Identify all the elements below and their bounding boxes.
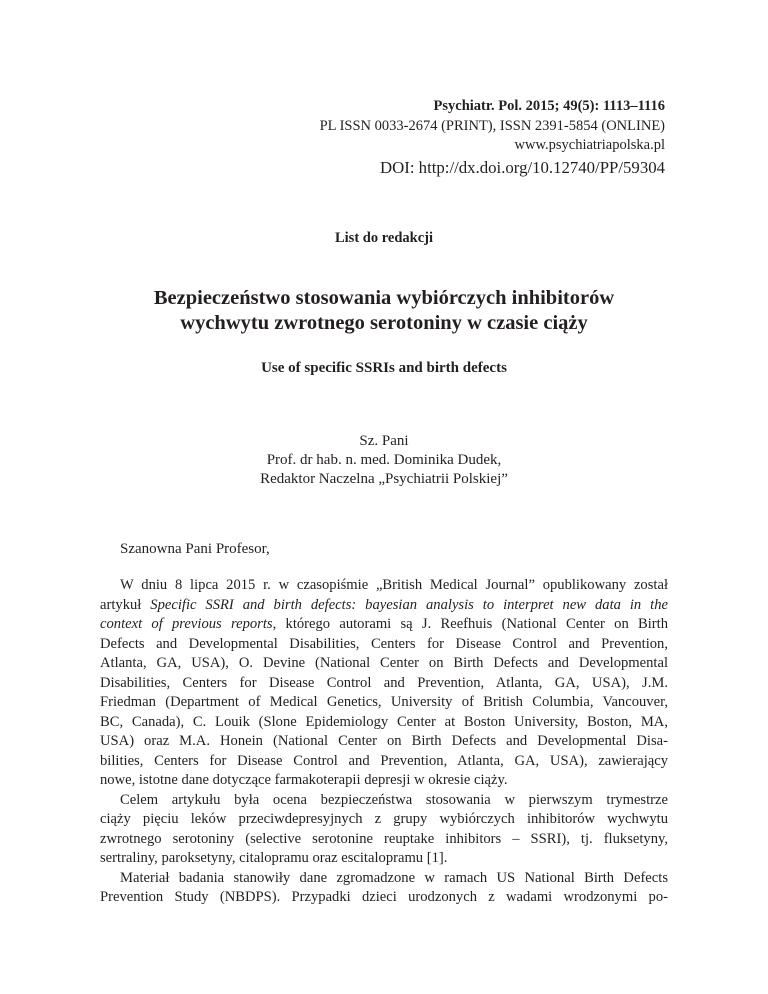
addressee-salutation: Sz. Pani xyxy=(359,433,409,449)
cited-article-title: Specific SSRI and birth defects: bayesian analysis to interpret new data in the xyxy=(150,596,668,613)
paragraph-3-line: Prevention Study (NBDPS). Przypadki dzieci urodzonych z wadami wrodzonymi po- xyxy=(100,889,668,905)
addressee-name: Prof. dr hab. n. med. Dominika Dudek, xyxy=(266,452,502,468)
text-run: , którego autorami są J. Reefhuis (National Center on Birth xyxy=(272,616,668,632)
paragraph-2-line: sertraliny, paroksetyny, citalopramu oraz escitalopramu [1]. xyxy=(100,850,448,866)
paragraph-1-line: Friedman (Department of Medical Genetics, University of British Columbia, Vancouver, xyxy=(100,694,668,710)
journal-website[interactable]: www.psychiatriapolska.pl xyxy=(514,137,665,153)
paragraph-2-line: zwrotnego serotoniny (selective serotonine reuptake inhibitors – SSRI), tj. fluksetyny, xyxy=(100,830,668,847)
journal-citation: Psychiatr. Pol. 2015; 49(5): 1113–1116 xyxy=(433,98,665,114)
title-line-1: Bezpieczeństwo stosowania wybiórczych inhibitorów xyxy=(153,287,615,309)
journal-issn: PL ISSN 0033-2674 (PRINT), ISSN 2391-5854 (ONLINE) xyxy=(319,117,665,134)
article-title-english: Use of specific SSRIs and birth defects xyxy=(261,360,507,376)
section-label: List do redakcji xyxy=(334,230,434,246)
article-doi[interactable]: DOI: http://dx.doi.org/10.12740/PP/59304 xyxy=(380,157,665,177)
paragraph-1-line: W dniu 8 lipca 2015 r. w czasopiśmie „British Medical Journal” opublikowany został xyxy=(120,577,668,593)
addressee-block xyxy=(0,432,768,489)
paragraph-1-line: USA) oraz M.A. Honein (National Center on Birth Defects and Developmental Disa- xyxy=(100,733,668,749)
paragraph-1-line: Atlanta, GA, USA), O. Devine (National Center on Birth Defects and Developmental xyxy=(100,655,668,671)
text-run: artykuł xyxy=(100,596,151,613)
paragraph-1-line: bilities, Centers for Disease Control and Prevention, Atlanta, GA, USA), zawierający xyxy=(100,752,668,769)
paragraph-1-line: BC, Canada), C. Louik (Slone Epidemiology Center at Boston University, Boston, MA, xyxy=(100,713,668,730)
paragraph-2-line: Celem artykułu była ocena bezpieczeństwa stosowania w pierwszym trymestrze xyxy=(120,791,668,808)
journal-header xyxy=(320,97,665,179)
article-title-polish xyxy=(80,286,688,335)
paragraph-1-line: Disabilities, Centers for Disease Control and Prevention, Atlanta, GA, USA), J.M. xyxy=(100,674,668,691)
paragraph-1-line xyxy=(100,615,668,635)
paragraph-3-line: Materiał badania stanowiły dane zgromadzone w ramach US National Birth Defects xyxy=(120,869,668,886)
addressee-role: Redaktor Naczelna „Psychiatrii Polskiej” xyxy=(260,471,508,487)
paragraph-2-line: ciąży pięciu leków przeciwdepresyjnych z grupy wybiórczych inhibitorów wychwytu xyxy=(100,811,668,827)
letter-body xyxy=(100,576,668,908)
paragraph-1-line: Defects and Developmental Disabilities, Centers for Disease Control and Prevention, xyxy=(100,635,668,652)
paragraph-1-line xyxy=(100,596,668,616)
title-line-2: wychwytu zwrotnego serotoniny w czasie ciąży xyxy=(180,311,588,334)
letter-greeting: Szanowna Pani Profesor, xyxy=(120,541,270,557)
paragraph-1-line: nowe, istotne dane dotyczące farmakoterapii depresji w okresie ciąży. xyxy=(100,772,508,788)
cited-article-title: context of previous reports xyxy=(100,616,273,632)
